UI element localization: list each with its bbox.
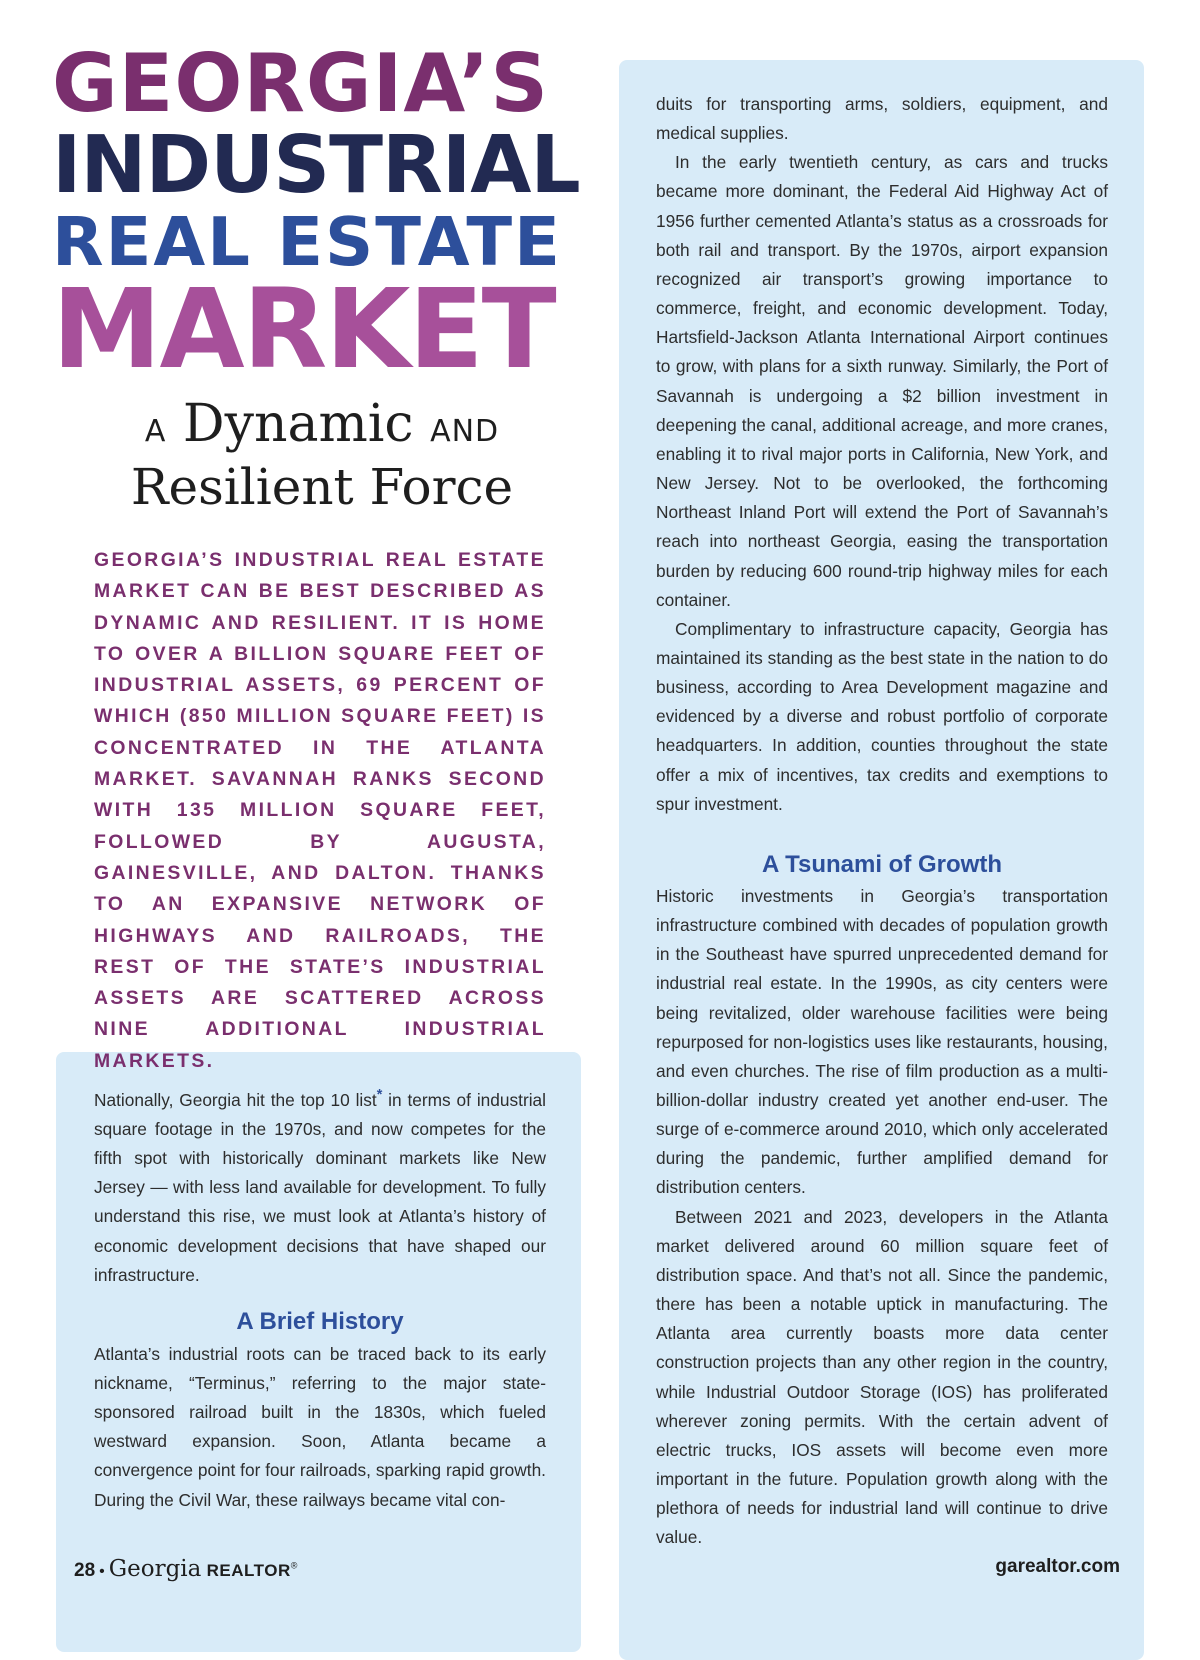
title-line-4: MARKET bbox=[52, 265, 555, 393]
subtitle-and: AND bbox=[430, 414, 500, 449]
section-heading-tsunami-of-growth: A Tsunami of Growth bbox=[762, 850, 1002, 878]
history-paragraph: Atlanta’s industrial roots can be traced back to its early nickname, “Terminus,” referring to the major state-sponsored railroad built in the 1830s, which fueled westward expansion. Soon, Atlanta became a convergence point for four railroads, sparking rapid growth. During the Civil War, these railways became vital con- bbox=[94, 1343, 546, 1510]
intro-text-b: in terms of industrial square footage in the 1970s, and now competes for the fifth spot with historically dominant markets like New Jersey — with less land available for development. To fully understand this rise, we must look at Atlanta’s history of economic development decisions that have shaped our infrastructure. bbox=[94, 1089, 546, 1285]
right-paragraph-1: duits for transporting arms, soldiers, equipment, and medical supplies. bbox=[656, 94, 1108, 144]
page-number: 28 bbox=[74, 1560, 96, 1581]
intro-text-a: Nationally, Georgia hit the top 10 list bbox=[94, 1089, 377, 1110]
article-subtitle bbox=[52, 394, 592, 516]
page-footer-left bbox=[74, 1556, 297, 1582]
right-paragraph-2: In the early twentieth century, as cars and trucks became more dominant, the Federal Aid Highway Act of 1956 further cemented Atlanta’s status as a crossroads for both rail and transport. By the 1970s, airport expansion recognized air transport’s growing importance to commerce, freight, and economic development. Today, Hartsfield-Jackson Atlanta International Airport continues to grow, with plans for a sixth runway. Similarly, the Port of Savannah is undergoing a $2 billion investment in deepening the canal, additional acreage, and more cranes, enabling it to rival major ports in California, New York, and New Jersey. Not to be overlooked, the forthcoming Northeast Inland Port will extend the Port of Savannah’s reach into northeast Georgia, easing the transportation burden by reducing 600 round-trip highway miles for each container. bbox=[656, 152, 1108, 610]
subtitle-a: A bbox=[144, 414, 167, 449]
website-link[interactable]: garealtor.com bbox=[995, 1556, 1120, 1577]
title-line-2: INDUSTRIAL bbox=[52, 119, 580, 211]
publication-name-serif: Georgia bbox=[108, 1556, 202, 1582]
subtitle-line-2: Resilient Force bbox=[130, 458, 514, 516]
left-column bbox=[94, 1081, 546, 1515]
footer-separator: • bbox=[99, 1563, 105, 1580]
registered-mark: ® bbox=[290, 1560, 298, 1571]
publication-name-bold: REALTOR bbox=[206, 1561, 291, 1580]
article-title bbox=[52, 37, 592, 393]
right-paragraph-5: Between 2021 and 2023, developers in the Atlanta market delivered around 60 million square feet of distribution space. And that’s not all. Since the pandemic, there has been a notable uptick in manufacturing. The Atlanta area currently boasts more data center construction projects than any other region in the country, while Industrial Outdoor Storage (IOS) has proliferated wherever zoning permits. With the certain advent of electric trucks, IOS assets will become even more important in the future. Population growth along with the plethora of needs for industrial land will continue to drive value. bbox=[656, 1206, 1108, 1548]
right-paragraph-4: Historic investments in Georgia’s transportation infrastructure combined with decades of population growth in the Southeast have spurred unprecedented demand for industrial real estate. In the 1990s, as city centers were being revitalized, older warehouse facilities were being repurposed for non-logistics uses like restaurants, housing, and even churches. The rise of film production as a multi-billion-dollar industry created yet another end-user. The surge of e-commerce around 2010, which only accelerated during the pandemic, further amplified demand for distribution centers. bbox=[656, 885, 1108, 1198]
lead-paragraph: GEORGIA’S INDUSTRIAL REAL ESTATE MARKET CAN BE BEST DESCRIBED AS DYNAMIC AND RESILIENT. IT IS HOME TO OVER A BILLION SQUARE FEET OF INDUSTRIAL ASSETS, 69 PERCENT OF WHICH (850 MILLION SQUARE FEET) IS CONCENTRATED IN THE ATLANTA MARKET. SAVANNAH RANKS SECOND WITH 135 MILLION SQUARE FEET, FOLLOWED BY AUGUSTA, GAINESVILLE, AND DALTON. THANKS TO AN EXPANSIVE NETWORK OF HIGHWAYS AND RAILROADS, THE REST OF THE STATE’S INDUSTRIAL ASSETS ARE SCATTERED ACROSS NINE ADDITIONAL INDUSTRIAL MARKETS. bbox=[94, 549, 546, 1072]
right-paragraph-3: Complimentary to infrastructure capacity, Georgia has maintained its standing as the best state in the nation to do business, according to Area Development magazine and evidenced by a diverse and robust portfolio of corporate headquarters. In addition, counties throughout the state offer a mix of incentives, tax credits and exemptions to spur investment. bbox=[656, 618, 1108, 814]
subtitle-dynamic: Dynamic bbox=[182, 394, 414, 454]
section-heading-brief-history: A Brief History bbox=[236, 1307, 404, 1335]
footnote-asterisk: * bbox=[376, 1087, 383, 1103]
right-column bbox=[656, 90, 1108, 1553]
intro-paragraph bbox=[94, 1081, 546, 1290]
title-line-1: GEORGIA’S bbox=[52, 37, 549, 130]
title-line-3: REAL ESTATE bbox=[52, 203, 562, 281]
subtitle-line-1 bbox=[52, 394, 592, 454]
